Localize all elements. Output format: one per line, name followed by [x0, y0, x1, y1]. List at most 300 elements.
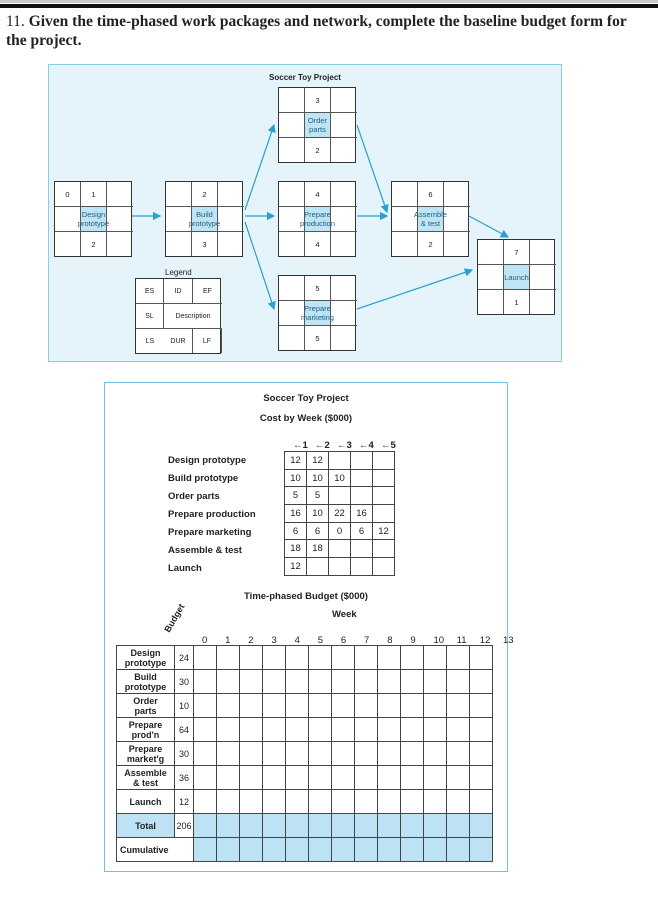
task-line-1: Assemble [124, 767, 167, 778]
budget-grid-cell[interactable] [194, 718, 217, 742]
node-2-dur: 3 [192, 232, 218, 256]
arrow-2-5 [245, 222, 274, 309]
cost-cell: 18 [285, 540, 307, 558]
node-7-desc: Launch [504, 265, 530, 290]
legend-sl: SL [136, 304, 164, 329]
legend-title: Legend [165, 268, 192, 277]
legend-es: ES [136, 279, 164, 304]
budget-grid-cell[interactable] [240, 718, 263, 742]
cost-cell [351, 487, 373, 505]
budget-grid-cell[interactable] [378, 646, 401, 670]
total-cell[interactable] [332, 814, 355, 838]
budget-row [117, 766, 493, 790]
budget-value: 36 [175, 766, 194, 790]
budget-grid-cell[interactable] [286, 790, 309, 814]
budget-value: 30 [175, 670, 194, 694]
week-header-3-num: 3 [346, 440, 352, 451]
node-5-desc: Prepare marketing [305, 301, 331, 326]
budget-grid-cell[interactable] [217, 670, 240, 694]
budget-grid-cell[interactable] [263, 694, 286, 718]
budget-grid-cell[interactable] [263, 718, 286, 742]
week-number: 12 [479, 635, 491, 646]
budget-value: 30 [175, 742, 194, 766]
total-cell[interactable] [194, 814, 217, 838]
budget-grid-cell[interactable] [332, 790, 355, 814]
cumulative-row [117, 838, 493, 862]
budget-grid-cell[interactable] [217, 646, 240, 670]
budget-row [117, 718, 493, 742]
week-number: 0 [202, 635, 208, 646]
budget-grid-cell[interactable] [217, 694, 240, 718]
budget-grid-cell[interactable] [194, 694, 217, 718]
budget-grid-cell[interactable] [401, 670, 424, 694]
week-header-4: ←4 [359, 440, 374, 451]
cumulative-cell[interactable] [355, 838, 378, 862]
task-line-1: Prepare [128, 719, 163, 730]
budget-grid-cell[interactable] [240, 670, 263, 694]
budget-grid-cell[interactable] [332, 694, 355, 718]
network-diagram [48, 64, 562, 362]
task-label-design: Design prototype [168, 455, 247, 466]
question-text [6, 12, 646, 50]
node-6-desc: Assemble & test [418, 207, 444, 232]
total-cell[interactable] [378, 814, 401, 838]
budget-grid-cell[interactable] [240, 646, 263, 670]
week-header-5-num: 5 [390, 440, 396, 451]
node-1-ef [107, 182, 133, 207]
week-header-1-num: 1 [302, 440, 308, 451]
node-build-prototype [165, 181, 243, 257]
cost-cell: 16 [285, 505, 307, 523]
budget-grid-cell[interactable] [355, 694, 378, 718]
cumulative-cell[interactable] [309, 838, 332, 862]
node-prepare-marketing [278, 275, 356, 351]
arrow-5-7 [357, 270, 472, 309]
budget-grid-cell[interactable] [401, 790, 424, 814]
node-order-parts [278, 87, 356, 163]
legend-dur: DUR [164, 329, 193, 353]
budget-grid-cell[interactable] [217, 766, 240, 790]
budget-grid-cell[interactable] [194, 670, 217, 694]
panel-title: Soccer Toy Project [263, 393, 349, 404]
cost-cell [373, 505, 395, 523]
cost-cell: 6 [285, 522, 307, 540]
total-cell[interactable] [217, 814, 240, 838]
cost-cell [351, 452, 373, 470]
cumulative-cell[interactable] [217, 838, 240, 862]
node-4-desc: Prepare production [305, 207, 331, 232]
cumulative-cell[interactable] [424, 838, 447, 862]
budget-row-task [117, 670, 175, 694]
week-number: 5 [317, 635, 324, 646]
task-label-marketing: Prepare marketing [168, 527, 252, 538]
week-number: 4 [294, 635, 300, 646]
budget-grid-cell[interactable] [240, 694, 263, 718]
cost-cell [329, 558, 351, 576]
week-number: 10 [433, 635, 445, 646]
legend-ef: EF [193, 279, 222, 304]
cumulative-cell[interactable] [332, 838, 355, 862]
budget-column-label: Budget [162, 602, 187, 634]
total-cell[interactable] [309, 814, 332, 838]
week-number: 6 [340, 635, 347, 646]
cumulative-cell[interactable] [401, 838, 424, 862]
time-phased-budget-grid [116, 645, 493, 862]
cost-cell: 5 [307, 487, 329, 505]
budget-grid-cell[interactable] [355, 790, 378, 814]
budget-grid-cell[interactable] [424, 718, 447, 742]
task-line-1: Build [134, 671, 157, 682]
node-1-lf [107, 232, 133, 256]
node-2-right [218, 207, 244, 232]
cost-cell [329, 540, 351, 558]
cost-cell [351, 469, 373, 487]
node-5-right [331, 301, 357, 326]
cost-cell: 5 [285, 487, 307, 505]
budget-grid-cell[interactable] [378, 742, 401, 766]
budget-grid-cell[interactable] [470, 670, 493, 694]
budget-grid-cell[interactable] [447, 670, 470, 694]
budget-row-task [117, 790, 175, 814]
budget-grid-cell[interactable] [309, 766, 332, 790]
node-7-dur: 1 [504, 290, 530, 314]
budget-grid-cell[interactable] [378, 790, 401, 814]
node-7-ls [478, 290, 504, 314]
budget-grid-cell[interactable] [286, 766, 309, 790]
node-1-ls [55, 232, 81, 256]
budget-grid-cell[interactable] [286, 646, 309, 670]
budget-grid-cell[interactable] [447, 694, 470, 718]
cost-cell: 22 [329, 505, 351, 523]
task-label-assemble: Assemble & test [168, 545, 242, 556]
cumulative-cell[interactable] [470, 838, 493, 862]
node-3-es [279, 88, 305, 113]
budget-row [117, 670, 493, 694]
cumulative-cell[interactable] [378, 838, 401, 862]
node-6-lf [444, 232, 470, 256]
node-5-dur: 5 [305, 326, 331, 350]
task-label-production: Prepare production [168, 509, 256, 520]
node-2-ef [218, 182, 244, 207]
week-number: 7 [364, 635, 370, 646]
node-7-es [478, 240, 504, 265]
budget-row-task [117, 718, 175, 742]
budget-grid-cell[interactable] [424, 766, 447, 790]
week-header-2: ←2 [315, 440, 330, 451]
total-value: 206 [175, 814, 194, 838]
network-title: Soccer Toy Project [269, 73, 341, 82]
budget-grid-cell[interactable] [447, 766, 470, 790]
task-label-build: Build prototype [168, 473, 239, 484]
task-line-2: prototype [124, 681, 167, 692]
cumulative-cell[interactable] [286, 838, 309, 862]
week-number: 11 [456, 635, 467, 646]
node-5-es [279, 276, 305, 301]
cost-by-week-table [284, 451, 395, 576]
total-cell[interactable] [240, 814, 263, 838]
budget-row [117, 742, 493, 766]
budget-grid-cell[interactable] [194, 646, 217, 670]
budget-grid-cell[interactable] [401, 766, 424, 790]
cost-cell: 16 [351, 505, 373, 523]
node-7-sl [478, 265, 504, 290]
budget-grid-cell[interactable] [424, 742, 447, 766]
arrow-2-3 [245, 125, 274, 210]
budget-grid-cell[interactable] [355, 670, 378, 694]
panel-subtitle: Cost by Week ($000) [259, 413, 353, 424]
cost-cell: 12 [285, 452, 307, 470]
node-7-right [530, 265, 556, 290]
node-1-slack-right [107, 207, 133, 232]
node-3-sl [279, 113, 305, 138]
budget-grid-cell[interactable] [309, 742, 332, 766]
top-rule-dark [0, 4, 658, 8]
cost-cell [373, 469, 395, 487]
cumulative-cell[interactable] [194, 838, 217, 862]
week-header-5: ←5 [381, 440, 396, 451]
week-number: 2 [248, 635, 254, 646]
budget-grid-cell[interactable] [470, 790, 493, 814]
budget-grid-cell[interactable] [332, 742, 355, 766]
budget-grid-cell[interactable] [447, 742, 470, 766]
cumulative-label: Cumulative [117, 838, 194, 862]
node-3-right [331, 113, 357, 138]
budget-value: 12 [175, 790, 194, 814]
total-cell[interactable] [470, 814, 493, 838]
week-header-3: ←3 [337, 440, 352, 451]
cost-cell: 0 [329, 522, 351, 540]
time-phased-title: Time-phased Budget ($000) [244, 591, 368, 602]
cost-cell: 6 [307, 522, 329, 540]
node-5-ef [331, 276, 357, 301]
budget-grid-cell[interactable] [401, 718, 424, 742]
task-line-1: Order [133, 695, 158, 706]
budget-grid-cell[interactable] [240, 742, 263, 766]
week-header-4-num: 4 [368, 440, 374, 451]
budget-grid-cell[interactable] [424, 646, 447, 670]
cost-cell: 10 [329, 469, 351, 487]
budget-grid-cell[interactable] [378, 670, 401, 694]
budget-row-task [117, 694, 175, 718]
node-1-es: 0 [55, 182, 81, 207]
budget-grid-cell[interactable] [424, 694, 447, 718]
budget-grid-cell[interactable] [470, 718, 493, 742]
cost-cell: 12 [307, 452, 329, 470]
cost-cell: 18 [307, 540, 329, 558]
node-1-desc: Design prototype [81, 207, 107, 232]
week-number: 13 [502, 635, 514, 646]
node-7-lf [530, 290, 556, 314]
cost-cell [373, 540, 395, 558]
budget-grid-cell[interactable] [286, 742, 309, 766]
node-2-desc: Build prototype [192, 207, 218, 232]
budget-grid-cell[interactable] [240, 790, 263, 814]
budget-grid-cell[interactable] [263, 646, 286, 670]
cost-cell [351, 540, 373, 558]
task-line-2: prototype [124, 657, 167, 668]
task-label-launch: Launch [168, 563, 202, 574]
week-number: 9 [410, 635, 416, 646]
budget-grid-cell[interactable] [309, 646, 332, 670]
total-cell[interactable] [401, 814, 424, 838]
budget-grid-cell[interactable] [332, 646, 355, 670]
node-2-ls [166, 232, 192, 256]
cost-cell [307, 558, 329, 576]
top-rule-light [0, 0, 658, 3]
node-6-ls [392, 232, 418, 256]
budget-grid-cell[interactable] [401, 742, 424, 766]
budget-grid-cell[interactable] [286, 718, 309, 742]
budget-grid-cell[interactable] [470, 742, 493, 766]
budget-grid-cell[interactable] [401, 694, 424, 718]
task-line-1: Prepare [128, 743, 163, 754]
cost-cell: 12 [373, 522, 395, 540]
budget-grid-cell[interactable] [263, 790, 286, 814]
total-cell[interactable] [355, 814, 378, 838]
budget-grid-cell[interactable] [263, 766, 286, 790]
budget-grid-cell[interactable] [309, 718, 332, 742]
total-cell[interactable] [286, 814, 309, 838]
node-6-right [444, 207, 470, 232]
budget-row-task [117, 646, 175, 670]
node-4-es [279, 182, 305, 207]
question-number: 11. [6, 13, 25, 30]
legend-lf: LF [193, 329, 222, 353]
cost-cell: 10 [307, 505, 329, 523]
cost-cell [329, 452, 351, 470]
node-4-ef [331, 182, 357, 207]
question-body: Given the time-phased work packages and network, complete the baseline budget form for the project. [6, 13, 627, 49]
budget-grid-cell[interactable] [217, 790, 240, 814]
budget-grid-cell[interactable] [217, 718, 240, 742]
node-2-id: 2 [192, 182, 218, 207]
budget-grid-cell[interactable] [286, 694, 309, 718]
cost-cell: 12 [285, 558, 307, 576]
budget-grid-cell[interactable] [309, 670, 332, 694]
budget-grid-cell[interactable] [309, 790, 332, 814]
week-header-1: ←1 [293, 440, 308, 451]
budget-row-task [117, 742, 175, 766]
legend-id: ID [164, 279, 193, 304]
budget-grid-cell[interactable] [332, 766, 355, 790]
node-6-es [392, 182, 418, 207]
budget-grid-cell[interactable] [194, 742, 217, 766]
budget-grid-cell[interactable] [470, 766, 493, 790]
total-row [117, 814, 493, 838]
budget-grid-cell[interactable] [401, 646, 424, 670]
total-cell[interactable] [447, 814, 470, 838]
budget-grid-cell[interactable] [424, 670, 447, 694]
arrow-3-6 [357, 125, 387, 212]
budget-panel [104, 382, 514, 872]
legend-ls: LS [145, 337, 155, 345]
budget-grid-cell[interactable] [286, 670, 309, 694]
budget-grid-cell[interactable] [470, 694, 493, 718]
budget-grid-cell[interactable] [355, 742, 378, 766]
cost-row [285, 452, 395, 470]
cumulative-cell[interactable] [263, 838, 286, 862]
budget-grid-cell[interactable] [378, 694, 401, 718]
cost-cell [373, 487, 395, 505]
node-design-prototype [54, 181, 132, 257]
budget-row [117, 694, 493, 718]
node-1-dur: 2 [81, 232, 107, 256]
cost-cell: 10 [285, 469, 307, 487]
node-7-id: 7 [504, 240, 530, 265]
budget-grid-cell[interactable] [378, 766, 401, 790]
budget-value: 10 [175, 694, 194, 718]
total-cell[interactable] [263, 814, 286, 838]
budget-grid-cell[interactable] [194, 766, 217, 790]
task-line-1: Launch [129, 796, 162, 807]
time-phased-week-label: Week [332, 609, 357, 620]
cost-cell [373, 452, 395, 470]
cost-row [285, 469, 395, 487]
budget-grid-cell[interactable] [194, 790, 217, 814]
week-number: 1 [225, 635, 231, 646]
budget-grid-cell[interactable] [447, 718, 470, 742]
budget-grid-cell[interactable] [447, 790, 470, 814]
node-7-ef [530, 240, 556, 265]
node-6-ef [444, 182, 470, 207]
budget-grid-cell[interactable] [332, 670, 355, 694]
cost-row [285, 522, 395, 540]
arrow-6-7 [469, 216, 508, 237]
budget-grid-cell[interactable] [355, 646, 378, 670]
budget-grid-cell[interactable] [217, 742, 240, 766]
budget-grid-cell[interactable] [240, 766, 263, 790]
node-4-dur: 4 [305, 232, 331, 256]
node-3-ls [279, 138, 305, 162]
budget-grid-cell[interactable] [447, 646, 470, 670]
node-5-id: 5 [305, 276, 331, 301]
node-4-lf [331, 232, 357, 256]
node-1-id: 1 [81, 182, 107, 207]
budget-grid-cell[interactable] [424, 790, 447, 814]
budget-row [117, 646, 493, 670]
week-number: 8 [387, 635, 393, 646]
node-3-lf [331, 138, 357, 162]
node-4-right [331, 207, 357, 232]
budget-grid-cell[interactable] [470, 646, 493, 670]
budget-grid-cell[interactable] [263, 742, 286, 766]
budget-grid-cell[interactable] [355, 766, 378, 790]
task-line-2: parts [134, 705, 157, 716]
cost-cell [373, 558, 395, 576]
task-line-2: prod'n [131, 729, 160, 740]
budget-grid-cell[interactable] [378, 718, 401, 742]
node-5-ls [279, 326, 305, 350]
cost-cell [351, 558, 373, 576]
node-6-dur: 2 [418, 232, 444, 256]
cumulative-cell[interactable] [240, 838, 263, 862]
budget-grid-cell[interactable] [332, 718, 355, 742]
budget-grid-cell[interactable] [355, 718, 378, 742]
node-3-ef [331, 88, 357, 113]
budget-grid-cell[interactable] [309, 694, 332, 718]
node-5-lf [331, 326, 357, 350]
node-2-lf [218, 232, 244, 256]
node-launch [477, 239, 555, 315]
total-cell[interactable] [424, 814, 447, 838]
cost-row [285, 558, 395, 576]
task-line-2: & test [132, 777, 158, 788]
cost-cell [329, 487, 351, 505]
cumulative-cell[interactable] [447, 838, 470, 862]
node-6-id: 6 [418, 182, 444, 207]
task-label-order: Order parts [168, 491, 220, 502]
budget-grid-cell[interactable] [263, 670, 286, 694]
